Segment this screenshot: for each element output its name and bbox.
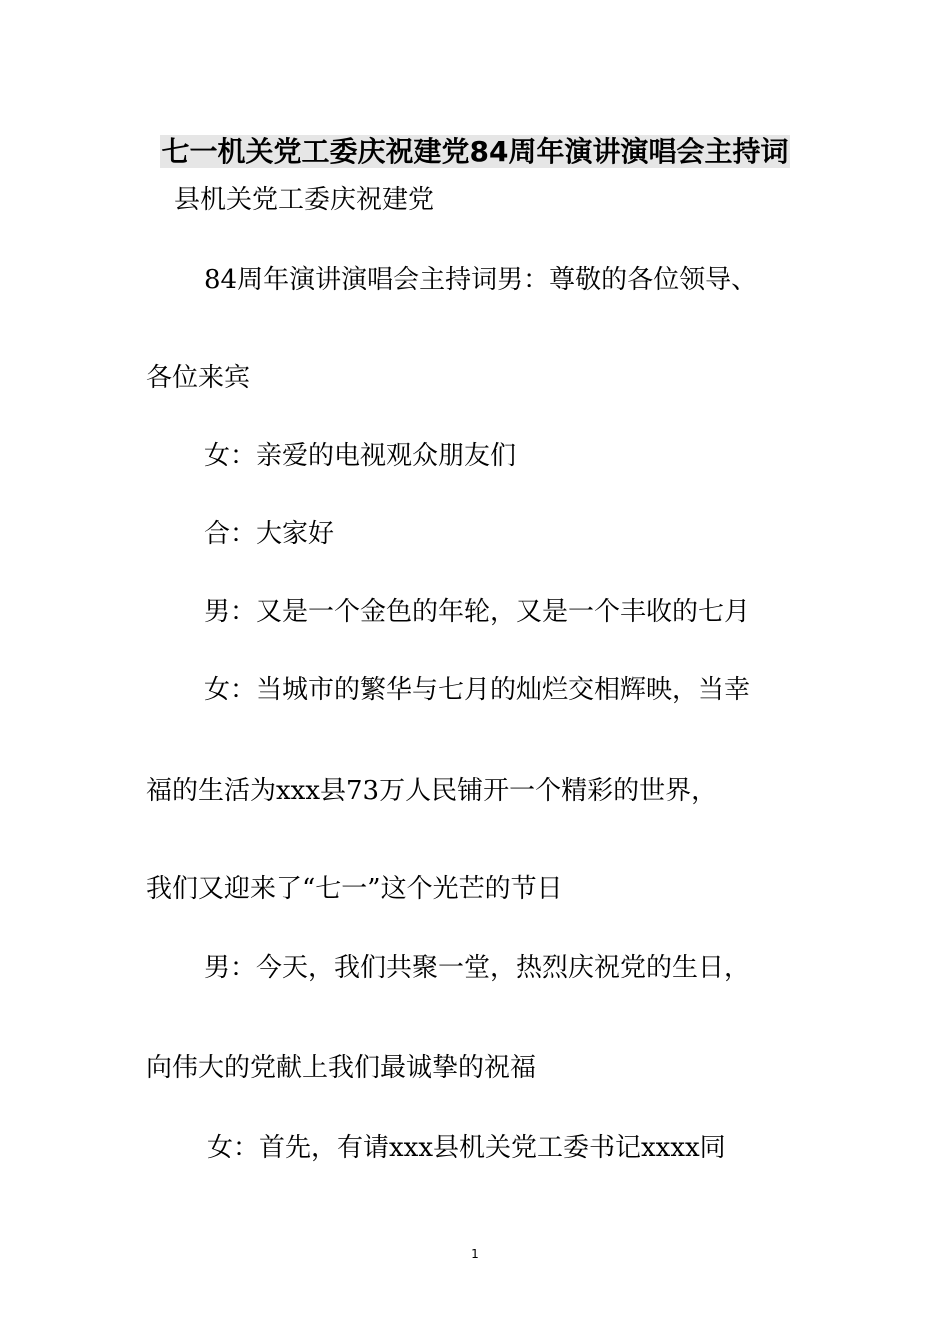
text-line: 男：今天，我们共聚一堂，热烈庆祝党的生日，	[204, 953, 751, 983]
text-line: 各位来宾	[146, 363, 251, 393]
text-line: 福的生活为xxx县73万人民铺开一个精彩的世界，	[146, 776, 718, 806]
document-title-text: 七一机关党工委庆祝建党84周年演讲演唱会主持词	[161, 135, 789, 168]
text-line: 向伟大的党献上我们最诚挚的祝福	[146, 1053, 537, 1083]
text-line: 84周年演讲演唱会主持词男：尊敬的各位领导、	[204, 265, 758, 295]
page-number: 1	[471, 1247, 479, 1261]
text-line: 合：大家好	[204, 519, 335, 549]
text-line: 县机关党工委庆祝建党	[174, 185, 435, 215]
text-line: 男：又是一个金色的年轮，又是一个丰收的七月	[204, 597, 751, 627]
document-title	[0, 132, 950, 172]
text-line: 女：首先，有请xxx县机关党工委书记xxxx同	[207, 1133, 726, 1163]
text-line: 女：当城市的繁华与七月的灿烂交相辉映，当幸	[204, 675, 751, 705]
text-line: 我们又迎来了“七一”这个光芒的节日	[146, 874, 563, 904]
text-line: 女：亲爱的电视观众朋友们	[204, 441, 517, 471]
